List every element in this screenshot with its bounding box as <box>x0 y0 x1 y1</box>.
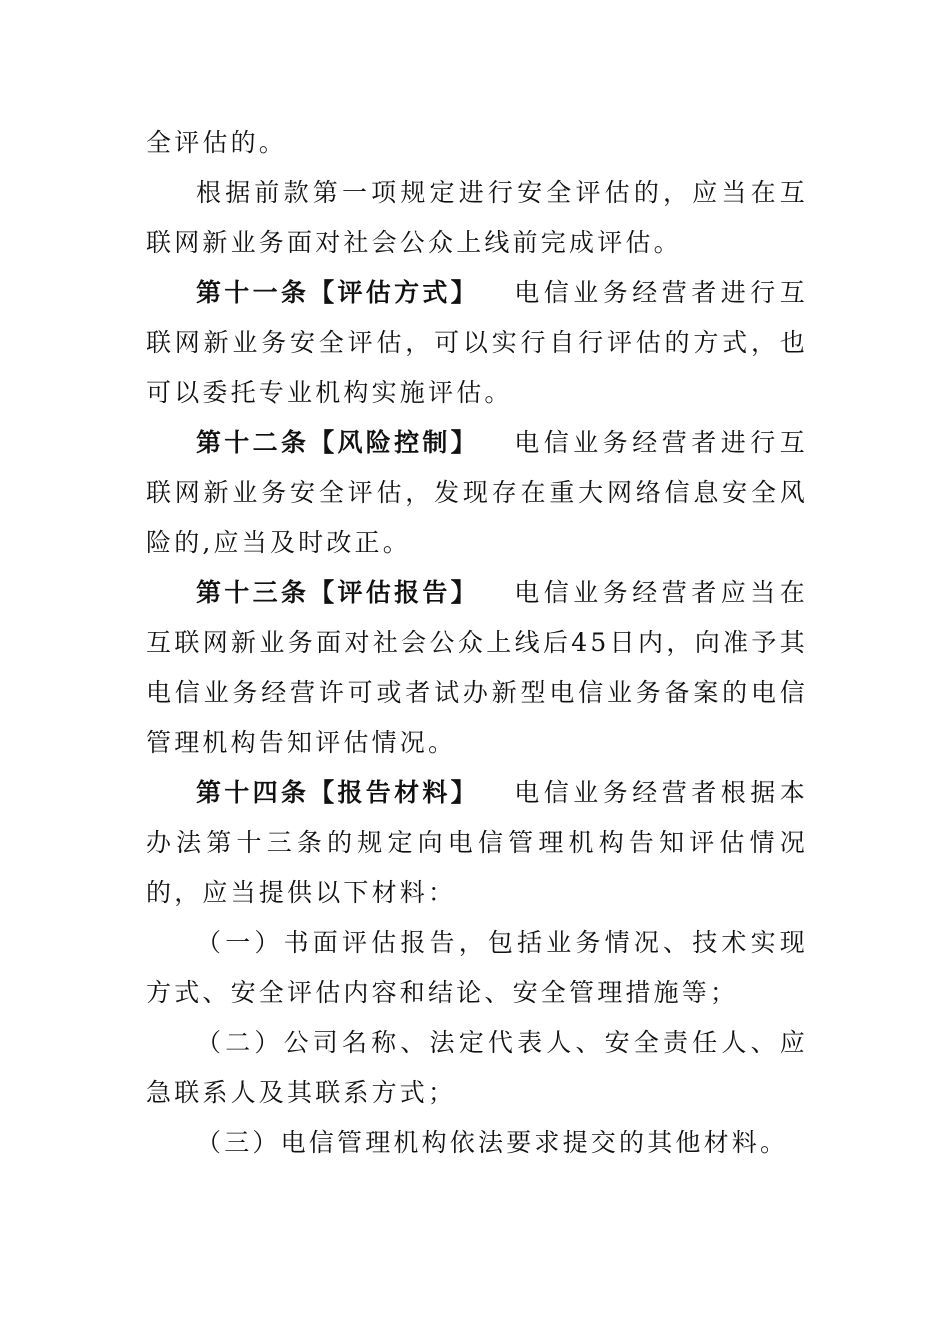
article-text: 电信业务经营者根据本办法第十三条的规定向电信管理机构告知评估情况的，应当提供以下材料： <box>146 778 808 907</box>
document-page <box>146 118 808 1168</box>
article-heading: 第十四条【报告材料】 <box>196 778 479 807</box>
list-item-text: （一）书面评估报告，包括业务情况、技术实现方式、安全评估内容和结论、安全管理措施等； <box>146 928 808 1007</box>
paragraph-text: 全评估的。 <box>146 128 288 157</box>
article-heading: 第十二条【风险控制】 <box>196 428 479 457</box>
list-item-2 <box>146 1018 808 1118</box>
paragraph <box>146 168 808 268</box>
article-text: 电信业务经营者进行互联网新业务安全评估，可以实行自行评估的方式，也可以委托专业机构实施评估。 <box>146 278 808 407</box>
article-text: 电信业务经营者进行互联网新业务安全评估，发现存在重大网络信息安全风险的,应当及时改正。 <box>146 428 808 557</box>
article-heading: 第十三条【评估报告】 <box>196 578 479 607</box>
article-heading: 第十一条【评估方式】 <box>196 278 479 307</box>
list-item-text: （三）电信管理机构依法要求提交的其他材料。 <box>196 1128 789 1157</box>
article-text: 电信业务经营者应当在互联网新业务面对社会公众上线后45日内，向准予其电信业务经营许可或者试办新型电信业务备案的电信管理机构告知评估情况。 <box>146 578 808 757</box>
article-13 <box>146 568 808 768</box>
article-11 <box>146 268 808 418</box>
article-12 <box>146 418 808 568</box>
list-item-3 <box>146 1118 808 1168</box>
paragraph-text: 根据前款第一项规定进行安全评估的，应当在互联网新业务面对社会公众上线前完成评估。 <box>146 178 808 257</box>
article-14 <box>146 768 808 918</box>
paragraph-continuation <box>146 118 808 168</box>
list-item-1 <box>146 918 808 1018</box>
list-item-text: （二）公司名称、法定代表人、安全责任人、应急联系人及其联系方式； <box>146 1028 808 1107</box>
